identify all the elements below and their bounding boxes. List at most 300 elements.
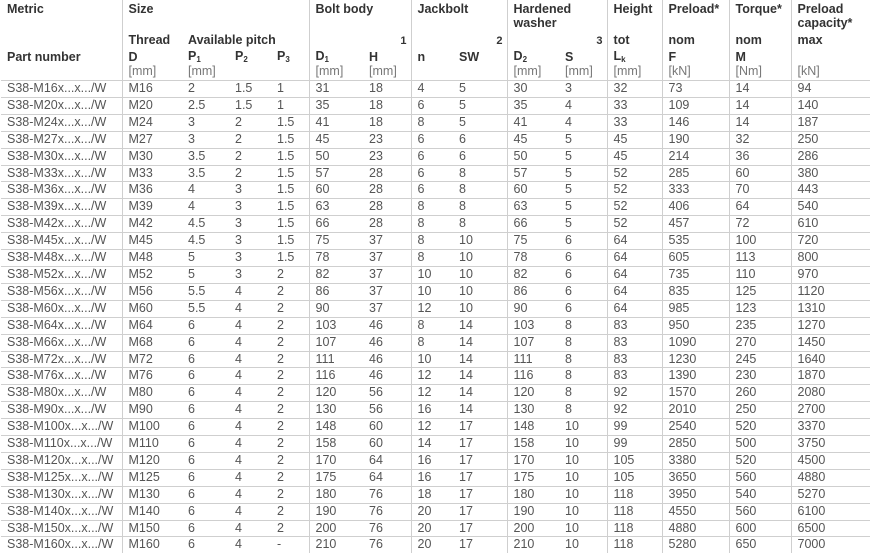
header-max: max xyxy=(791,30,870,47)
table-cell: M140 xyxy=(122,503,182,520)
table-cell: 6 xyxy=(411,131,453,148)
table-cell: 45 xyxy=(607,131,662,148)
table-cell: 4 xyxy=(229,300,271,317)
table-cell: 250 xyxy=(791,131,870,148)
table-cell: 23 xyxy=(363,131,411,148)
table-cell: 5 xyxy=(453,97,507,114)
table-cell: 4550 xyxy=(662,503,729,520)
table-cell: 6 xyxy=(182,486,229,503)
table-cell: 17 xyxy=(453,520,507,537)
table-cell: 10 xyxy=(411,283,453,300)
symbol-n: n xyxy=(411,47,453,64)
table-cell: 8 xyxy=(559,402,607,419)
table-cell: 18 xyxy=(363,114,411,131)
table-cell: 4880 xyxy=(791,469,870,486)
table-cell: 28 xyxy=(363,199,411,216)
table-cell: 8 xyxy=(453,199,507,216)
table-cell: S38-M33x...x.../W xyxy=(1,165,122,182)
table-cell: 4.5 xyxy=(182,233,229,250)
table-cell: S38-M140x...x.../W xyxy=(1,503,122,520)
table-cell: 8 xyxy=(559,317,607,334)
table-cell: 1.5 xyxy=(271,114,309,131)
table-cell: 260 xyxy=(729,385,791,402)
table-cell: 90 xyxy=(309,300,363,317)
unit-h: [mm] xyxy=(363,64,411,81)
table-cell: M52 xyxy=(122,266,182,283)
table-cell: 5 xyxy=(182,266,229,283)
table-cell: 2 xyxy=(229,131,271,148)
table-cell: 56 xyxy=(363,402,411,419)
table-cell: S38-M76x...x.../W xyxy=(1,368,122,385)
table-cell: 4 xyxy=(229,283,271,300)
table-cell: S38-M120x...x.../W xyxy=(1,452,122,469)
table-cell: 6 xyxy=(559,233,607,250)
table-cell: M24 xyxy=(122,114,182,131)
table-cell: 4 xyxy=(559,114,607,131)
table-cell: 66 xyxy=(309,216,363,233)
table-cell: 8 xyxy=(411,317,453,334)
table-row xyxy=(1,81,870,98)
table-cell: 175 xyxy=(309,469,363,486)
table-cell: 8 xyxy=(411,216,453,233)
unit-f: [kN] xyxy=(662,64,729,81)
table-row xyxy=(1,419,870,436)
table-cell: 99 xyxy=(607,436,662,453)
table-cell: 158 xyxy=(507,436,559,453)
table-cell: 3.5 xyxy=(182,165,229,182)
table-cell: M20 xyxy=(122,97,182,114)
table-cell: 92 xyxy=(607,385,662,402)
table-cell: 3 xyxy=(229,250,271,267)
table-cell: 52 xyxy=(607,165,662,182)
table-cell: 2 xyxy=(229,165,271,182)
table-cell: 148 xyxy=(507,419,559,436)
table-cell: 45 xyxy=(309,131,363,148)
table-cell: 1.5 xyxy=(271,182,309,199)
table-cell: 17 xyxy=(453,503,507,520)
table-cell: 2.5 xyxy=(182,97,229,114)
table-cell: 14 xyxy=(453,385,507,402)
table-cell: 250 xyxy=(729,402,791,419)
table-cell: 600 xyxy=(729,520,791,537)
table-cell: 5280 xyxy=(662,537,729,553)
table-cell: 8 xyxy=(559,385,607,402)
table-cell: 3 xyxy=(559,81,607,98)
table-cell: 10 xyxy=(559,419,607,436)
table-cell: 105 xyxy=(607,469,662,486)
table-cell: 35 xyxy=(309,97,363,114)
table-cell: - xyxy=(271,537,309,553)
table-cell: 109 xyxy=(662,97,729,114)
table-cell: 4500 xyxy=(791,452,870,469)
table-cell: S38-M42x...x.../W xyxy=(1,216,122,233)
table-cell: 4 xyxy=(229,402,271,419)
table-cell: 6 xyxy=(411,165,453,182)
header-size: Size xyxy=(122,0,309,30)
table-cell: 14 xyxy=(453,368,507,385)
table-cell: M110 xyxy=(122,436,182,453)
table-row xyxy=(1,216,870,233)
table-cell: S38-M150x...x.../W xyxy=(1,520,122,537)
table-cell: 17 xyxy=(453,436,507,453)
table-cell: 1.5 xyxy=(229,97,271,114)
table-cell: 4 xyxy=(229,486,271,503)
table-cell: 10 xyxy=(559,520,607,537)
header-tot: tot xyxy=(607,30,662,47)
symbol-p1: $P_1$ xyxy=(182,47,229,64)
table-cell: 46 xyxy=(363,368,411,385)
symbol-m: M xyxy=(729,47,791,64)
table-cell: 60 xyxy=(507,182,559,199)
table-cell: 214 xyxy=(662,148,729,165)
table-cell: 17 xyxy=(453,469,507,486)
table-cell: 5 xyxy=(453,114,507,131)
table-cell: 17 xyxy=(453,486,507,503)
table-cell: 120 xyxy=(507,385,559,402)
table-cell: 10 xyxy=(411,266,453,283)
table-cell: 720 xyxy=(791,233,870,250)
table-cell: 57 xyxy=(507,165,559,182)
table-cell: 76 xyxy=(363,520,411,537)
table-cell: 2700 xyxy=(791,402,870,419)
table-cell: 235 xyxy=(729,317,791,334)
table-cell: 20 xyxy=(411,537,453,553)
table-cell: 835 xyxy=(662,283,729,300)
table-cell: 6 xyxy=(411,148,453,165)
table-cell: 17 xyxy=(453,452,507,469)
table-cell: 66 xyxy=(507,216,559,233)
table-cell: 4880 xyxy=(662,520,729,537)
table-cell: 605 xyxy=(662,250,729,267)
table-cell: 3 xyxy=(229,199,271,216)
table-cell: 5 xyxy=(559,131,607,148)
table-cell: 113 xyxy=(729,250,791,267)
table-cell: 12 xyxy=(411,300,453,317)
ref-note-3: 3 xyxy=(507,30,607,47)
table-cell: 64 xyxy=(607,250,662,267)
table-cell: 4 xyxy=(229,334,271,351)
table-cell: 110 xyxy=(729,266,791,283)
table-cell: 64 xyxy=(607,300,662,317)
table-cell: M68 xyxy=(122,334,182,351)
table-cell: 210 xyxy=(309,537,363,553)
table-cell: 560 xyxy=(729,503,791,520)
table-cell: 105 xyxy=(607,452,662,469)
table-cell: 540 xyxy=(729,486,791,503)
table-cell: 1270 xyxy=(791,317,870,334)
table-cell: 1640 xyxy=(791,351,870,368)
table-cell: 1.5 xyxy=(271,216,309,233)
table-cell: 800 xyxy=(791,250,870,267)
table-cell: 3 xyxy=(229,266,271,283)
table-cell: 37 xyxy=(363,300,411,317)
table-row xyxy=(1,503,870,520)
table-cell: S38-M60x...x.../W xyxy=(1,300,122,317)
table-row xyxy=(1,114,870,131)
table-cell: 14 xyxy=(729,81,791,98)
ref-note-2: 2 xyxy=(411,30,507,47)
table-cell: 4 xyxy=(182,182,229,199)
table-cell: 1.5 xyxy=(271,148,309,165)
table-cell: 64 xyxy=(363,469,411,486)
table-cell: M150 xyxy=(122,520,182,537)
table-cell: 52 xyxy=(607,199,662,216)
table-cell: 500 xyxy=(729,436,791,453)
table-cell: 56 xyxy=(363,385,411,402)
table-cell: 540 xyxy=(791,199,870,216)
table-cell: 60 xyxy=(309,182,363,199)
table-cell: 118 xyxy=(607,537,662,553)
table-cell: 118 xyxy=(607,520,662,537)
symbol-p2: $P_2$ xyxy=(229,47,271,64)
table-cell: 130 xyxy=(507,402,559,419)
table-cell: 82 xyxy=(309,266,363,283)
table-cell: 10 xyxy=(559,452,607,469)
table-cell: 190 xyxy=(309,503,363,520)
table-cell: 6 xyxy=(182,469,229,486)
table-cell: 175 xyxy=(507,469,559,486)
table-cell: 57 xyxy=(309,165,363,182)
table-cell: 76 xyxy=(363,503,411,520)
table-cell: 32 xyxy=(729,131,791,148)
table-cell: 2 xyxy=(271,385,309,402)
table-row xyxy=(1,436,870,453)
table-cell: 37 xyxy=(363,283,411,300)
table-cell: 60 xyxy=(729,165,791,182)
table-cell: 111 xyxy=(309,351,363,368)
table-cell: 14 xyxy=(453,402,507,419)
table-cell: 4 xyxy=(229,419,271,436)
header-height: Height xyxy=(607,0,662,30)
table-cell: M48 xyxy=(122,250,182,267)
table-cell: 286 xyxy=(791,148,870,165)
table-cell: M56 xyxy=(122,283,182,300)
table-cell: 6100 xyxy=(791,503,870,520)
table-cell: S38-M30x...x.../W xyxy=(1,148,122,165)
table-cell: 4 xyxy=(229,317,271,334)
table-cell: 78 xyxy=(507,250,559,267)
table-cell: 8 xyxy=(411,250,453,267)
table-cell: S38-M72x...x.../W xyxy=(1,351,122,368)
symbol-d1: $D_1$ xyxy=(309,47,363,64)
table-cell: 46 xyxy=(363,317,411,334)
table-cell: 6 xyxy=(453,131,507,148)
table-cell: 6 xyxy=(411,97,453,114)
table-cell: 1.5 xyxy=(271,199,309,216)
table-cell: 3750 xyxy=(791,436,870,453)
table-cell: 75 xyxy=(507,233,559,250)
table-cell: 2 xyxy=(271,436,309,453)
table-cell: 10 xyxy=(559,537,607,553)
table-cell: M42 xyxy=(122,216,182,233)
table-cell: 123 xyxy=(729,300,791,317)
table-cell: S38-M130x...x.../W xyxy=(1,486,122,503)
table-cell: 107 xyxy=(507,334,559,351)
unit-d: [mm] xyxy=(122,64,182,81)
table-row xyxy=(1,233,870,250)
table-cell: 2 xyxy=(271,486,309,503)
table-cell: 3 xyxy=(182,131,229,148)
table-cell: 83 xyxy=(607,317,662,334)
table-cell: 8 xyxy=(411,233,453,250)
table-cell: 86 xyxy=(507,283,559,300)
table-cell: 6 xyxy=(182,537,229,553)
table-cell: 3370 xyxy=(791,419,870,436)
table-cell: 92 xyxy=(607,402,662,419)
table-cell: 146 xyxy=(662,114,729,131)
table-cell: 4 xyxy=(229,351,271,368)
table-cell: 78 xyxy=(309,250,363,267)
table-cell: 16 xyxy=(411,402,453,419)
table-cell: 6 xyxy=(559,283,607,300)
header-hardened-washer: Hardened washer xyxy=(507,0,607,30)
table-cell: 6 xyxy=(411,182,453,199)
table-cell: 1450 xyxy=(791,334,870,351)
table-cell: S38-M80x...x.../W xyxy=(1,385,122,402)
table-cell: 35 xyxy=(507,97,559,114)
table-cell: 2 xyxy=(271,351,309,368)
table-row xyxy=(1,469,870,486)
header-available-pitch: Available pitch xyxy=(182,30,309,47)
table-cell: 8 xyxy=(559,368,607,385)
table-cell: M160 xyxy=(122,537,182,553)
table-cell: 37 xyxy=(363,266,411,283)
table-cell: 1 xyxy=(271,97,309,114)
table-cell: 6 xyxy=(182,334,229,351)
table-cell: 2 xyxy=(271,266,309,283)
table-cell: 5 xyxy=(559,182,607,199)
table-cell: 36 xyxy=(729,148,791,165)
header-preload-capacity: Preload capacity* xyxy=(791,0,870,30)
table-cell: 12 xyxy=(411,385,453,402)
table-cell: 2 xyxy=(271,452,309,469)
table-cell: 60 xyxy=(363,436,411,453)
table-cell: 116 xyxy=(507,368,559,385)
table-cell: 10 xyxy=(559,503,607,520)
table-cell: 45 xyxy=(507,131,559,148)
table-cell: 83 xyxy=(607,334,662,351)
table-cell: S38-M27x...x.../W xyxy=(1,131,122,148)
table-cell: M60 xyxy=(122,300,182,317)
header-part-number-spacer xyxy=(1,30,122,47)
table-cell: 4 xyxy=(229,385,271,402)
table-cell: 82 xyxy=(507,266,559,283)
table-cell: 245 xyxy=(729,351,791,368)
table-cell: S38-M125x...x.../W xyxy=(1,469,122,486)
unit-d1: [mm] xyxy=(309,64,363,81)
table-cell: 2 xyxy=(182,81,229,98)
table-cell: 6 xyxy=(182,503,229,520)
symbol-d2: $D_2$ xyxy=(507,47,559,64)
table-cell: 125 xyxy=(729,283,791,300)
table-cell: 31 xyxy=(309,81,363,98)
table-row xyxy=(1,317,870,334)
symbol-p3: $P_3$ xyxy=(271,47,309,64)
table-cell: 8 xyxy=(453,165,507,182)
table-cell: 3 xyxy=(182,114,229,131)
table-row xyxy=(1,97,870,114)
table-cell: 2850 xyxy=(662,436,729,453)
table-row xyxy=(1,182,870,199)
table-cell: 83 xyxy=(607,351,662,368)
table-cell: 2 xyxy=(271,503,309,520)
table-cell: 1310 xyxy=(791,300,870,317)
table-cell: 37 xyxy=(363,250,411,267)
table-cell: 116 xyxy=(309,368,363,385)
table-cell: 6 xyxy=(182,436,229,453)
table-cell: 180 xyxy=(309,486,363,503)
table-cell: 20 xyxy=(411,520,453,537)
symbol-s: S xyxy=(559,47,607,64)
table-cell: 2 xyxy=(271,334,309,351)
table-cell: 1390 xyxy=(662,368,729,385)
symbol-max-spacer xyxy=(791,47,870,64)
table-cell: 33 xyxy=(607,114,662,131)
table-cell: 3 xyxy=(229,216,271,233)
table-cell: 8 xyxy=(559,351,607,368)
table-cell: 17 xyxy=(453,537,507,553)
table-cell: 6500 xyxy=(791,520,870,537)
table-cell: 8 xyxy=(411,199,453,216)
table-cell: 10 xyxy=(453,266,507,283)
unit-d2: [mm] xyxy=(507,64,559,81)
header-thread: Thread xyxy=(122,30,182,47)
table-cell: 14 xyxy=(411,436,453,453)
table-row xyxy=(1,300,870,317)
table-cell: 64 xyxy=(729,199,791,216)
table-cell: 18 xyxy=(411,486,453,503)
table-cell: 5 xyxy=(559,148,607,165)
table-cell: 4 xyxy=(229,469,271,486)
table-cell: 103 xyxy=(309,317,363,334)
table-cell: 17 xyxy=(453,419,507,436)
table-cell: 4 xyxy=(229,452,271,469)
table-cell: 1.5 xyxy=(271,233,309,250)
table-cell: 735 xyxy=(662,266,729,283)
table-cell: 5 xyxy=(559,165,607,182)
table-cell: 6 xyxy=(182,419,229,436)
table-cell: 8 xyxy=(559,334,607,351)
table-cell: 33 xyxy=(607,97,662,114)
table-cell: 14 xyxy=(453,351,507,368)
specification-table xyxy=(1,0,870,553)
table-cell: M76 xyxy=(122,368,182,385)
table-cell: 6 xyxy=(182,385,229,402)
table-cell: 20 xyxy=(411,503,453,520)
table-cell: 76 xyxy=(363,486,411,503)
table-row xyxy=(1,148,870,165)
table-cell: 6 xyxy=(559,300,607,317)
table-row xyxy=(1,334,870,351)
table-cell: 535 xyxy=(662,233,729,250)
table-cell: 64 xyxy=(607,233,662,250)
unit-p1: [mm] xyxy=(182,64,229,81)
table-row xyxy=(1,452,870,469)
table-cell: M125 xyxy=(122,469,182,486)
table-cell: S38-M100x...x.../W xyxy=(1,419,122,436)
table-cell: 140 xyxy=(791,97,870,114)
table-cell: 970 xyxy=(791,266,870,283)
table-cell: 90 xyxy=(507,300,559,317)
symbol-lk: $L_k$ xyxy=(607,47,662,64)
table-cell: S38-M36x...x.../W xyxy=(1,182,122,199)
table-cell: 2 xyxy=(271,317,309,334)
table-cell: M39 xyxy=(122,199,182,216)
table-cell: 5 xyxy=(182,250,229,267)
table-cell: 83 xyxy=(607,368,662,385)
table-cell: 64 xyxy=(607,266,662,283)
table-cell: S38-M48x...x.../W xyxy=(1,250,122,267)
